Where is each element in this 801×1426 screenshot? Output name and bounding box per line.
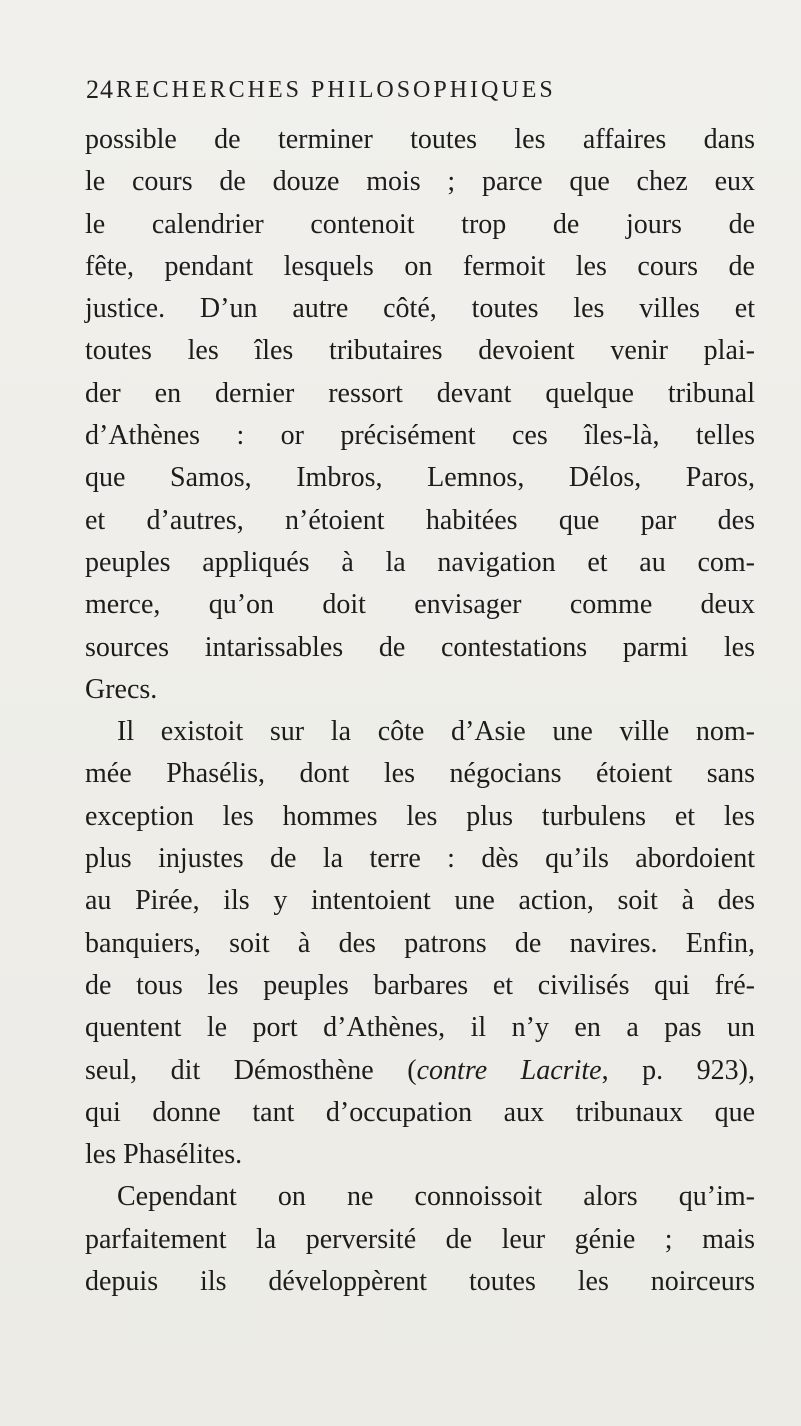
text-line: fête, pendant lesquels on fermoit les cours de: [85, 250, 755, 282]
running-title: RECHERCHES PHILOSOPHIQUES: [116, 77, 556, 103]
text-line: le calendrier contenoit trop de jours de: [85, 208, 755, 240]
text-line: le cours de douze mois ; parce que chez eux: [85, 166, 755, 198]
text-line: Cependant on ne connoissoit alors qu’im-: [117, 1181, 755, 1213]
citation-line: [85, 1050, 755, 1092]
text-line: les Phasélites.: [85, 1139, 243, 1171]
text-line: mée Phasélis, dont les négocians étoient sans: [85, 758, 755, 790]
cited-work-title: contre Lacrite: [416, 1054, 602, 1086]
body-text: [85, 119, 755, 1303]
text-line: au Pirée, ils y intentoient une action, soit à des: [85, 885, 755, 917]
text-line: Il existoit sur la côte d’Asie une ville nom-: [117, 716, 755, 748]
text-line: de tous les peuples barbares et civilisés qui fré-: [85, 969, 755, 1001]
text-line: banquiers, soit à des patrons de navires. Enfin,: [85, 927, 755, 959]
text-line: et d’autres, n’étoient habitées que par des: [85, 504, 755, 536]
citation-text-after: , p. 923),: [601, 1054, 756, 1086]
page-header: [86, 72, 746, 108]
text-line: d’Athènes : or précisément ces îles-là, telles: [85, 420, 755, 452]
text-line: toutes les îles tributaires devoient venir plai-: [85, 335, 755, 367]
text-line: possible de terminer toutes les affaires dans: [85, 124, 755, 155]
paragraph-2: [85, 711, 755, 1176]
citation-text-before: seul, dit Démosthène (: [85, 1054, 417, 1086]
text-line: exception les hommes les plus turbulens et les: [85, 800, 755, 832]
text-line: parfaitement la perversité de leur génie ; mais: [85, 1223, 755, 1255]
paragraph-1: [85, 119, 755, 711]
text-line: justice. D’un autre côté, toutes les villes et: [85, 293, 755, 325]
text-line: Grecs.: [85, 673, 158, 705]
text-line: peuples appliqués à la navigation et au com-: [85, 546, 755, 578]
text-line: plus injustes de la terre : dès qu’ils abordoient: [85, 843, 755, 875]
text-line: quentent le port d’Athènes, il n’y en a pas un: [85, 1012, 755, 1044]
paragraph-3: [85, 1176, 755, 1303]
text-line: que Samos, Imbros, Lemnos, Délos, Paros,: [85, 462, 755, 494]
text-line: der en dernier ressort devant quelque tribunal: [85, 377, 755, 409]
text-line: qui donne tant d’occupation aux tribunaux que: [85, 1096, 755, 1128]
text-line: merce, qu’on doit envisager comme deux: [85, 589, 755, 621]
page-number: 24: [86, 75, 114, 104]
text-line: depuis ils développèrent toutes les noirceurs: [85, 1266, 755, 1298]
text-line: sources intarissables de contestations parmi les: [85, 631, 755, 663]
